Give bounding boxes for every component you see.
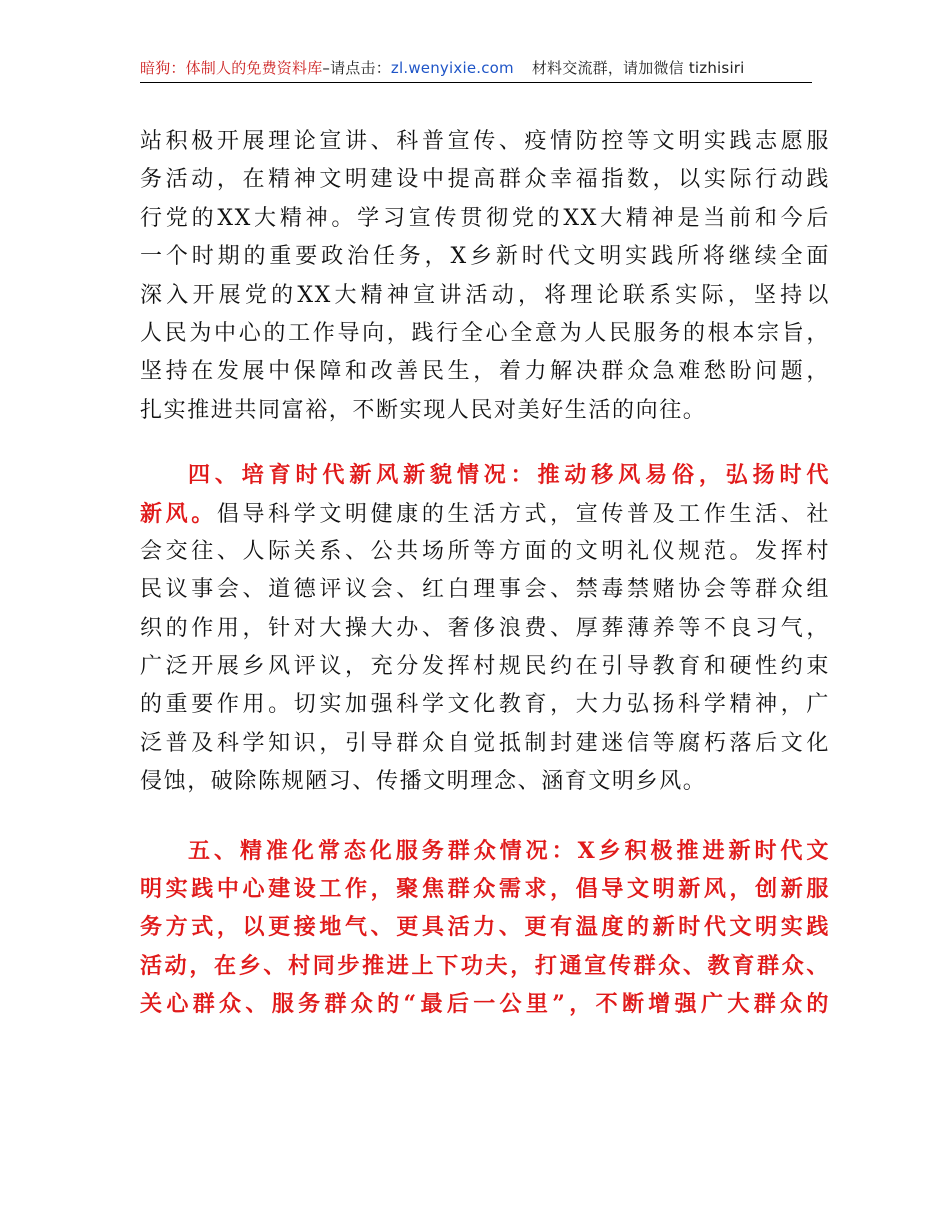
document-body — [140, 123, 830, 1024]
section-heading-5: 五、精准化常态化服务群众情况：X乡积极推进新时代文 — [188, 837, 830, 864]
paragraph-line: 广泛开展乡风评议，充分发挥村规民约在引导教育和硬性约束 — [140, 654, 830, 680]
header-contact: 材料交流群，请加微信 tizhisiri — [531, 59, 745, 77]
paragraph-line: 织的作用，针对大操大办、奢侈浪费、厚葬薄养等不良习气， — [140, 615, 830, 641]
section-heading-4-tail: 新风。 — [140, 500, 217, 527]
paragraph-line: 侵蚀，破除陈规陋习、传播文明理念、涵育文明乡风。 — [140, 769, 707, 795]
paragraph-line: 务活动，在精神文明建设中提高群众幸福指数，以实际行动践 — [140, 167, 830, 193]
paragraph-line-rest: 倡导科学文明健康的生活方式，宣传普及工作生活、社 — [216, 501, 830, 527]
paragraph-line: 人民为中心的工作导向，践行全心全意为人民服务的根本宗旨， — [140, 320, 830, 346]
paragraph-line: 的重要作用。切实加强科学文化教育，大力弘扬科学精神，广 — [140, 692, 830, 718]
paragraph-1 — [140, 123, 830, 430]
paragraph-line: 站积极开展理论宣讲、科普宣传、疫情防控等文明实践志愿服 — [140, 129, 830, 154]
paragraph-line: 泛普及科学知识，引导群众自觉抵制封建迷信等腐朽落后文化 — [140, 730, 830, 756]
paragraph-line: 活动，在乡、村同步推进上下功夫，打通宣传群众、教育群众、 — [140, 952, 830, 979]
section-heading-4: 四、培育时代新风新貌情况：推动移风易俗，弘扬时代 — [188, 462, 830, 489]
header-brand: 暗狗：体制人的免费资料库 — [140, 59, 323, 77]
paragraph-line: 扎实推进共同富裕，不断实现人民对美好生活的向往。 — [140, 397, 707, 423]
page-header — [140, 56, 812, 83]
paragraph-line: 行党的XX大精神。学习宣传贯彻党的XX大精神是当前和今后 — [140, 205, 830, 231]
paragraph-line: 深入开展党的XX大精神宣讲活动，将理论联系实际，坚持以 — [140, 282, 830, 308]
header-prompt: –请点击： — [322, 59, 391, 77]
paragraph-line: 一个时期的重要政治任务，X乡新时代文明实践所将继续全面 — [140, 244, 830, 270]
paragraph-line: 务方式，以更接地气、更具活力、更有温度的新时代文明实践 — [140, 914, 830, 941]
paragraph-3 — [140, 832, 830, 1024]
paragraph-line: 关心群众、服务群众的“最后一公里”，不断增强广大群众的 — [140, 991, 830, 1018]
paragraph-line: 会交往、人际关系、公共场所等方面的文明礼仪规范。发挥村 — [140, 538, 830, 564]
paragraph-line: 民议事会、道德评议会、红白理事会、禁毒禁赌协会等群众组 — [140, 577, 830, 603]
header-url-link[interactable]: zl.wenyixie.com — [390, 59, 514, 77]
paragraph-line: 坚持在发展中保障和改善民生，着力解决群众急难愁盼问题， — [140, 359, 830, 385]
paragraph-line: 明实践中心建设工作，聚焦群众需求，倡导文明新风，创新服 — [140, 876, 830, 903]
paragraph-line — [140, 495, 830, 533]
paragraph-2 — [140, 456, 830, 802]
